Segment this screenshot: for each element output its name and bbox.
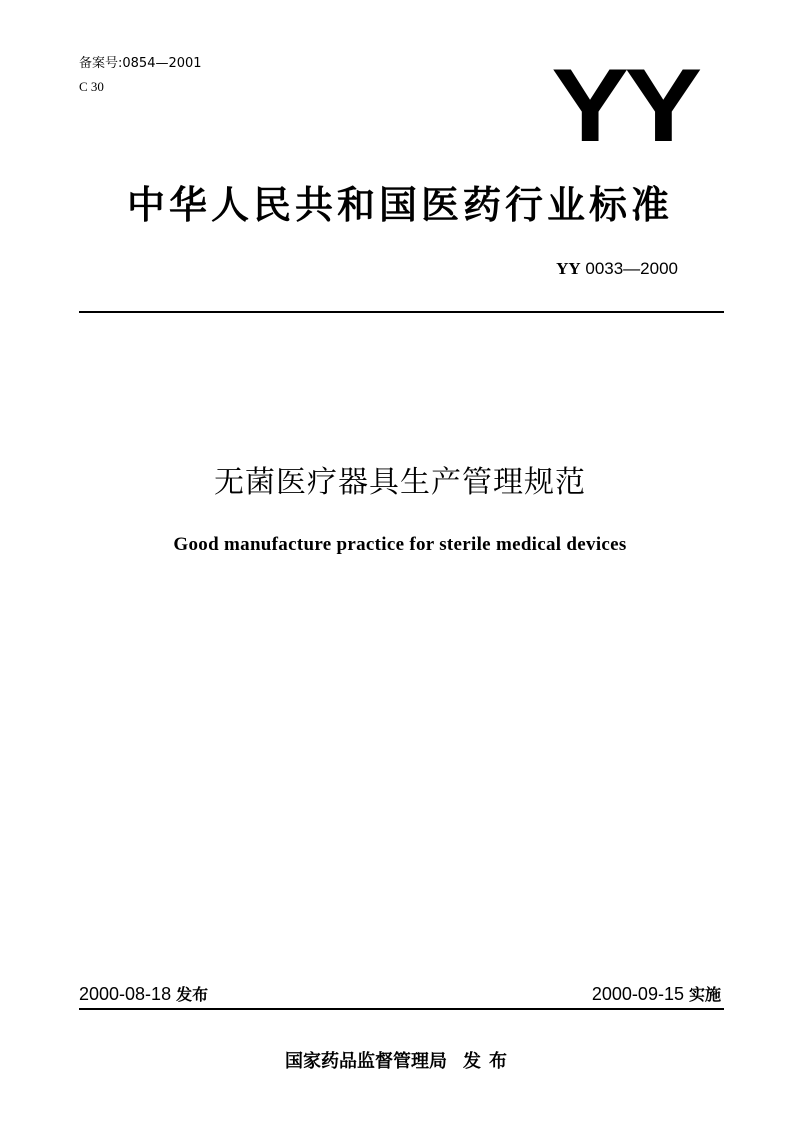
issuer-name: 国家药品监督管理局 xyxy=(285,1051,447,1072)
issuer-action: 发布 xyxy=(463,1051,515,1072)
issue-date-value: 2000-08-18 xyxy=(79,984,172,1004)
bottom-divider xyxy=(79,1008,724,1010)
implementation-date-value: 2000-09-15 xyxy=(591,984,684,1004)
ccs-code: C 30 xyxy=(79,79,104,94)
standard-logo: YY xyxy=(551,48,698,164)
issue-date-label: 发布 xyxy=(176,985,209,1004)
document-title-en: Good manufacture practice for sterile medical devices xyxy=(173,534,627,555)
standard-category-title: 中华人民共和国医药行业标准 xyxy=(126,183,673,227)
implementation-date xyxy=(592,982,721,1007)
top-divider xyxy=(79,311,724,313)
document-title-cn: 无菌医疗器具生产管理规范 xyxy=(214,465,586,500)
standard-number-prefix: YY xyxy=(556,259,581,278)
issue-date xyxy=(79,982,208,1007)
standard-number xyxy=(556,258,678,280)
standard-number-value: 0033—2000 xyxy=(585,259,678,278)
filing-number: 备案号:0854—2001 xyxy=(79,56,202,71)
implementation-date-label: 实施 xyxy=(688,985,721,1004)
issuer xyxy=(0,1049,800,1075)
